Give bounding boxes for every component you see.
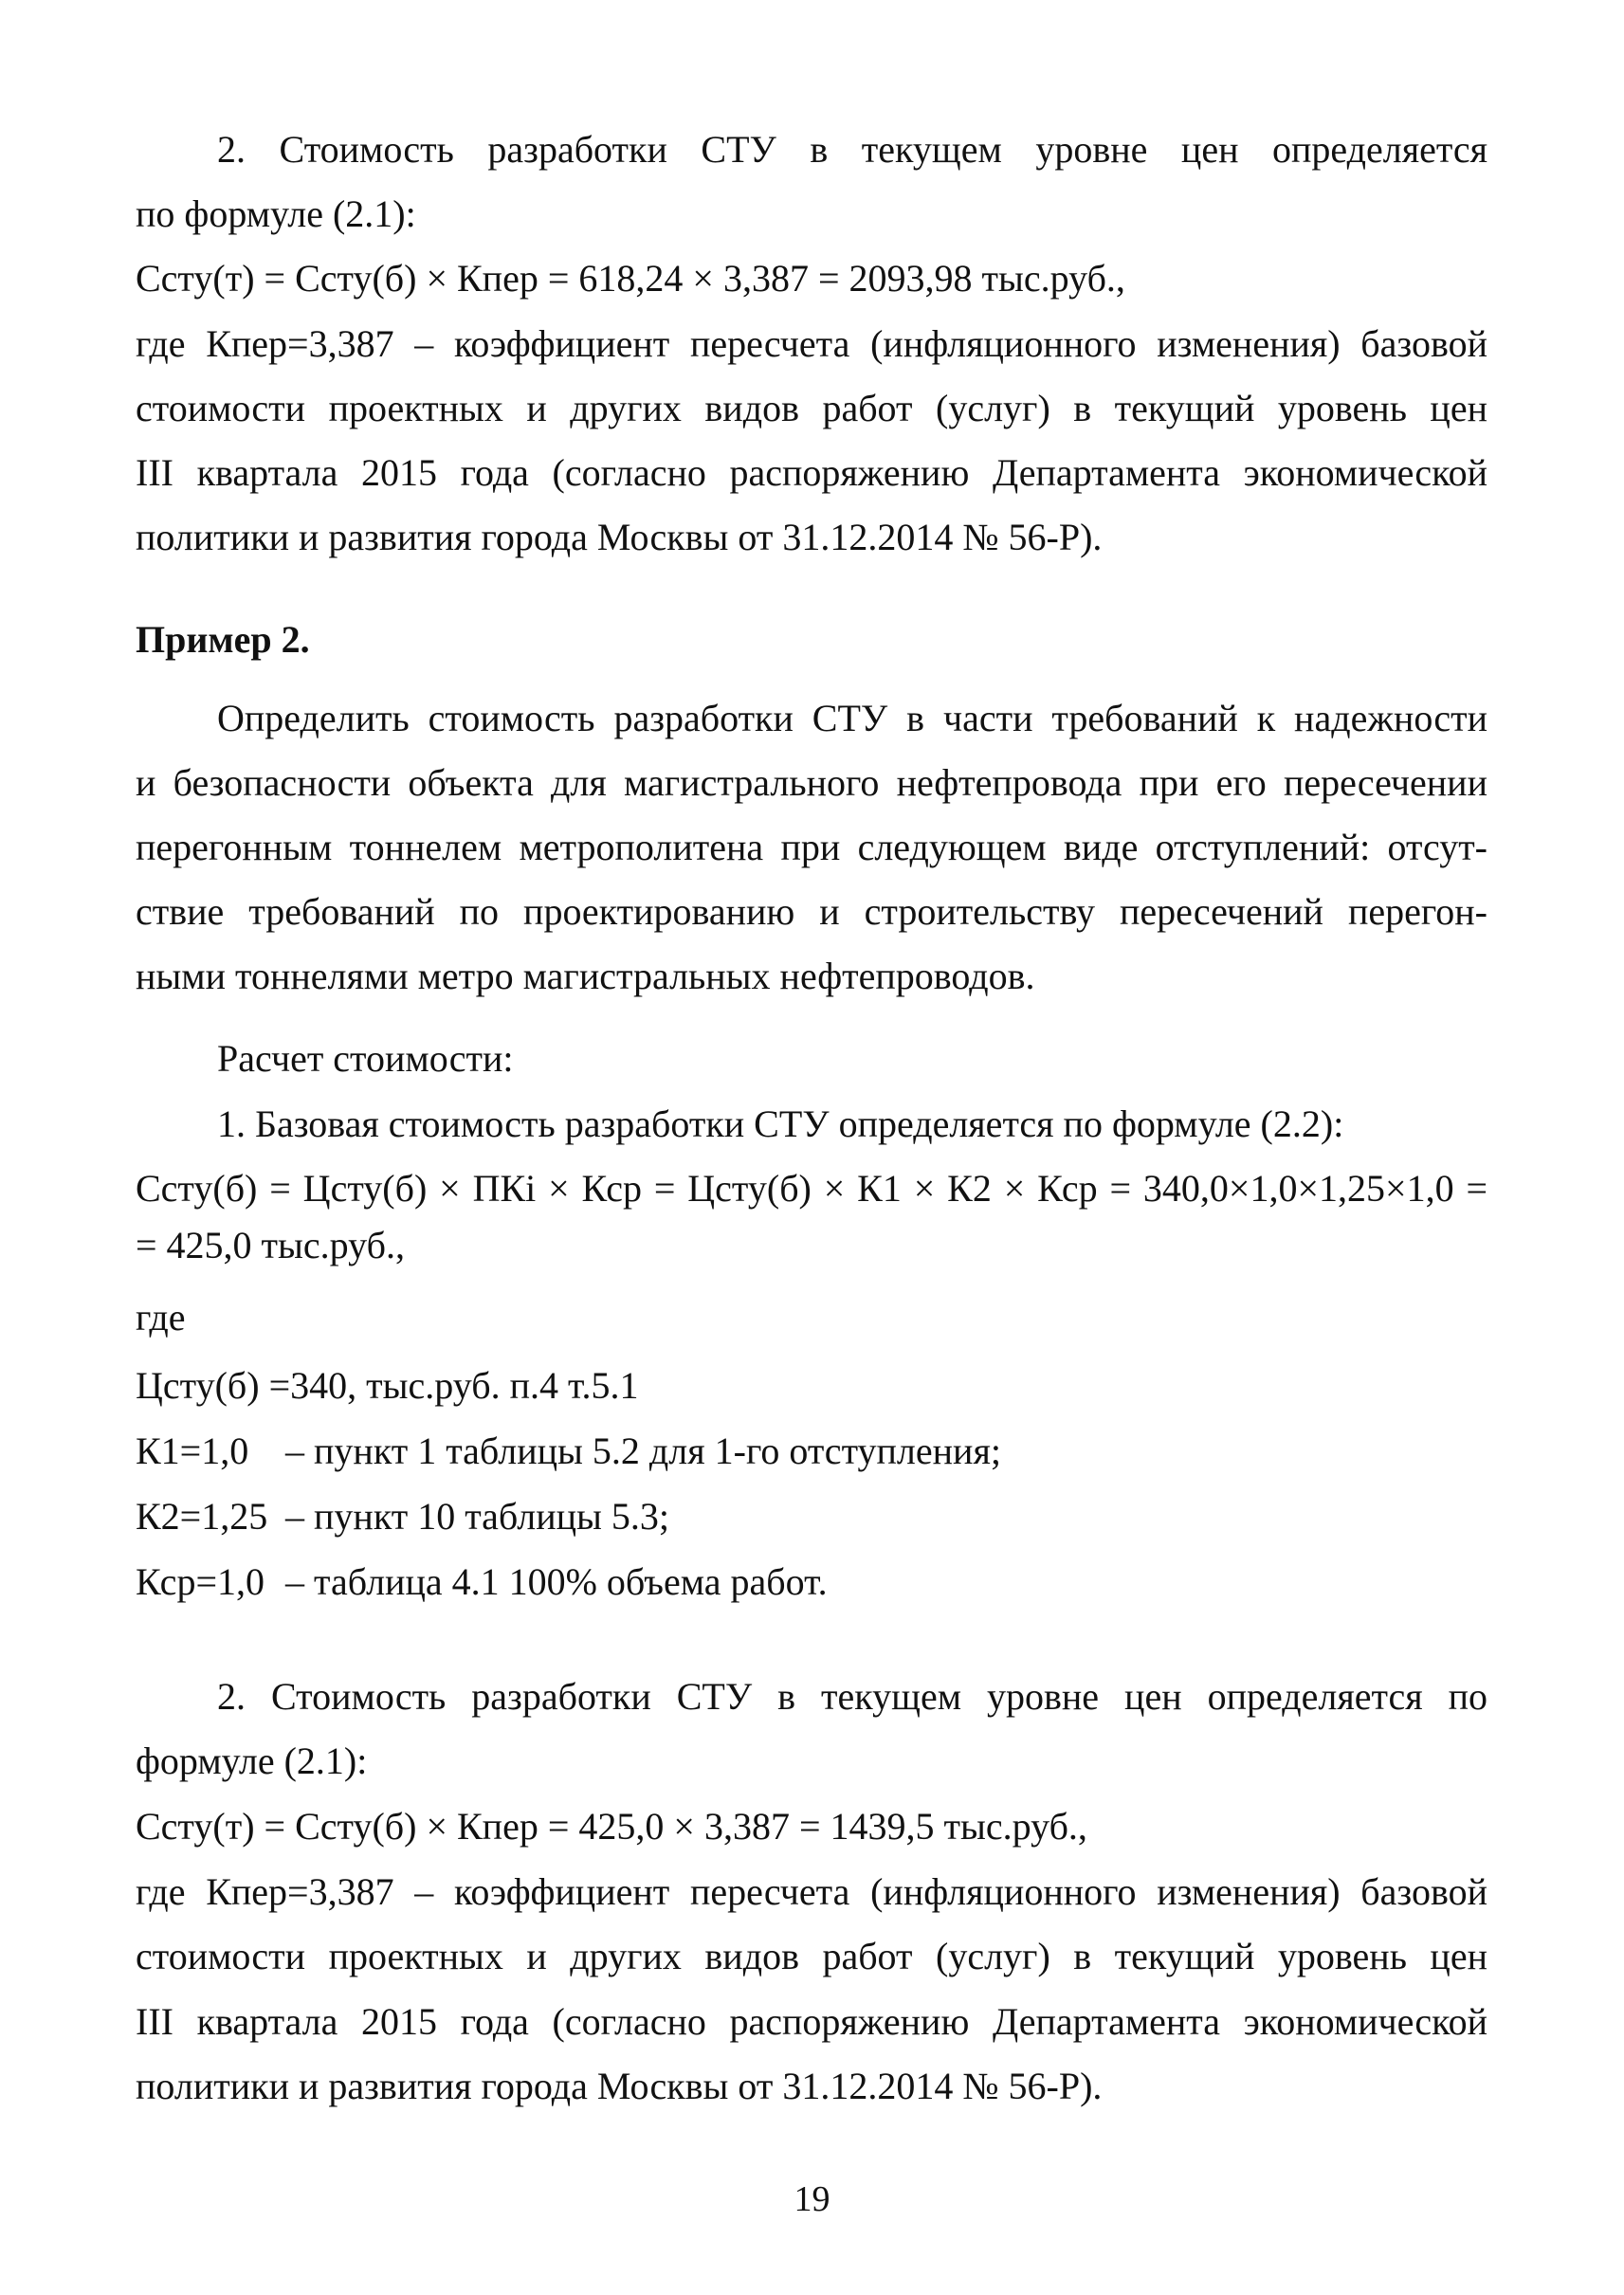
step-title: 1. Базовая стоимость разработки СТУ определяется по формуле (2.2): <box>217 1102 1344 1145</box>
definition-label: К2=1,25 <box>136 1495 268 1538</box>
paragraph-line: и безопасности объекта для магистрального нефтепровода при его пересечении <box>136 761 1487 804</box>
definition-row <box>136 1423 1487 1480</box>
paragraph-line: ными тоннелями метро магистральных нефтепроводов. <box>136 955 1035 997</box>
paragraph-line: 2. Стоимость разработки СТУ в текущем уровне цен определяется по <box>217 1675 1487 1718</box>
paragraph-line: перегонным тоннелем метрополитена при следующем виде отступлений: отсут- <box>136 826 1487 868</box>
paragraph-line: формуле (2.1): <box>136 1739 368 1782</box>
definition-row <box>136 1554 1487 1611</box>
paragraph-line: по формуле (2.1): <box>136 192 416 235</box>
definition-label: К1=1,0 <box>136 1430 249 1472</box>
paragraph-line: Определить стоимость разработки СТУ в части требований к надежности <box>217 697 1487 739</box>
formula-line: = 425,0 тыс.руб., <box>136 1224 405 1266</box>
paragraph-line: политики и развития города Москвы от 31.12.2014 № 56-Р). <box>136 2065 1103 2107</box>
definition-label: Цcту(б) =340, <box>136 1364 357 1407</box>
paragraph-line: стоимости проектных и других видов работ (услуг) в текущий уровень цен <box>136 1935 1487 1977</box>
paragraph-line: где Кпер=3,387 – коэффициент пересчета (инфляционного изменения) базовой <box>136 1870 1487 1913</box>
paragraph-line: III квартала 2015 года (согласно распоряжению Департамента экономической <box>136 2000 1487 2043</box>
definition-text: тыс.руб. п.4 т.5.1 <box>366 1364 639 1407</box>
definition-text: – таблица 4.1 100% объема работ. <box>285 1560 828 1603</box>
calc-heading: Расчет стоимости: <box>217 1037 514 1080</box>
example-heading: Пример 2. <box>136 618 310 661</box>
paragraph-line: где Кпер=3,387 – коэффициент пересчета (инфляционного изменения) базовой <box>136 322 1487 365</box>
definition-label: Кср=1,0 <box>136 1560 265 1603</box>
formula-line: Сcту(б) = Цcту(б) × ПКi × Кср = Цcту(б) × К1 × К2 × Кср = 340,0×1,0×1,25×1,0 = <box>136 1167 1487 1210</box>
page-number: 19 <box>794 2179 830 2219</box>
paragraph-line: III квартала 2015 года (согласно распоряжению Департамента экономической <box>136 451 1487 494</box>
paragraph-line: 2. Стоимость разработки СТУ в текущем уровне цен определяется <box>217 128 1487 171</box>
paragraph-line: ствие требований по проектированию и строительству пересечений перегон- <box>136 890 1487 933</box>
paragraph-line: стоимости проектных и других видов работ (услуг) в текущий уровень цен <box>136 387 1487 429</box>
formula-line: Сcту(т) = Сcту(б) × Кпер = 618,24 × 3,387 = 2093,98 тыс.руб., <box>136 257 1125 300</box>
definition-text: – пункт 1 таблицы 5.2 для 1-го отступления; <box>285 1430 1001 1472</box>
where-label: где <box>136 1296 186 1339</box>
definition-row <box>136 1357 1487 1414</box>
paragraph-line: политики и развития города Москвы от 31.12.2014 № 56-Р). <box>136 516 1103 558</box>
definition-row <box>136 1488 1487 1545</box>
formula-line: Сcту(т) = Сcту(б) × Кпер = 425,0 × 3,387 = 1439,5 тыс.руб., <box>136 1805 1087 1848</box>
definition-text: – пункт 10 таблицы 5.3; <box>285 1495 670 1538</box>
